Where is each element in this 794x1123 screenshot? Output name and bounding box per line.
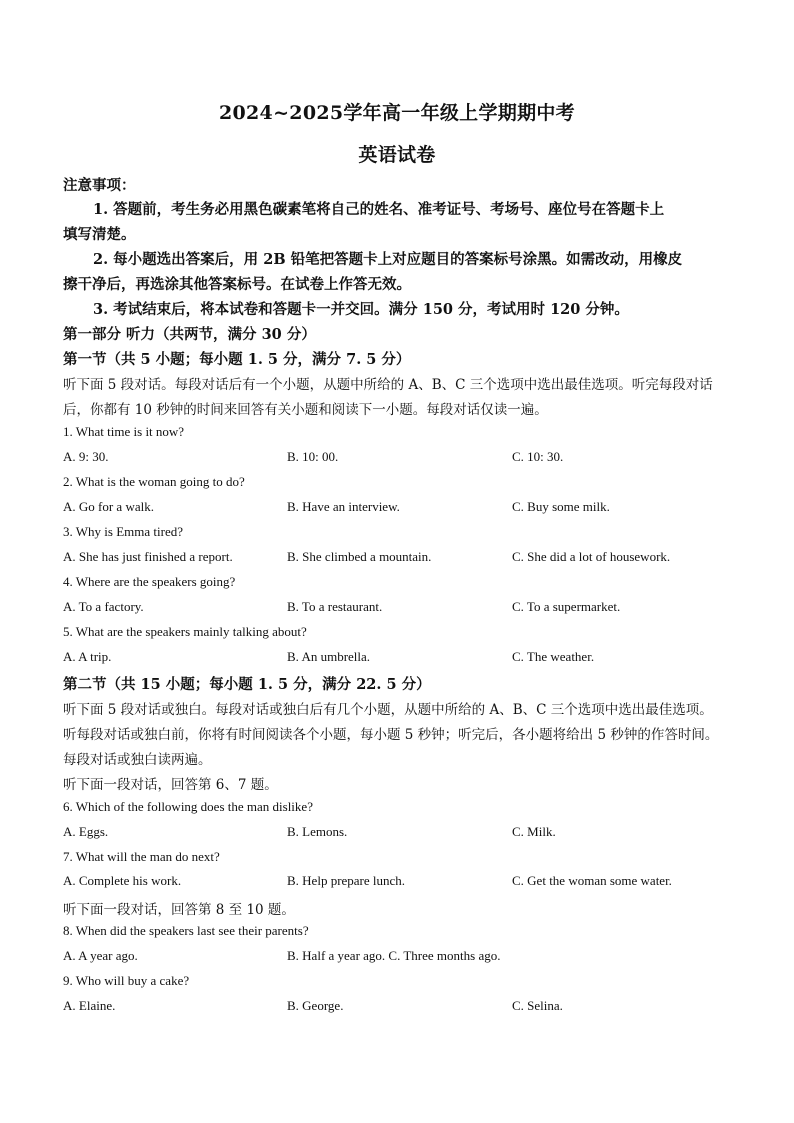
question-3: 3. Why is Emma tired? (63, 524, 183, 539)
question-4: 4. Where are the speakers going? (63, 574, 236, 589)
q1-option-c: C. 10: 30. (512, 449, 564, 464)
q4-option-c: C. To a supermarket. (512, 599, 621, 614)
q6-option-a: A. Eggs. (63, 824, 109, 839)
section1-instructions-cont: 后，你都有 10 秒钟的时间来回答有关小题和阅读下一小题。每段对话仅读一遍。 (63, 402, 548, 418)
q2-option-b: B. Have an interview. (287, 499, 400, 514)
q7-option-c: C. Get the woman some water. (512, 873, 672, 888)
notice-item-2-cont: 擦干净后，再选涂其他答案标号。在试卷上作答无效。 (63, 276, 411, 293)
notice-item-1-cont: 填写清楚。 (63, 226, 136, 243)
section2-heading: 第二节（共 15 小题；每小题 1. 5 分，满分 22. 5 分） (63, 676, 431, 693)
q3-option-c: C. She did a lot of housework. (512, 549, 671, 564)
question-6: 6. Which of the following does the man dislike? (63, 799, 313, 814)
section2-instructions-cont: 听每段对话或独白前，你将有时间阅读各个小题，每小题 5 秒钟；听完后，各小题将给出 5 秒钟的作答时间。 (63, 727, 719, 743)
q1-option-b: B. 10: 00. (287, 449, 339, 464)
section2-instructions-end: 每段对话或独白读两遍。 (63, 752, 212, 768)
q4-option-b: B. To a restaurant. (287, 599, 383, 614)
q3-option-a: A. She has just finished a report. (63, 549, 233, 564)
notice-item-1: 1. 答题前，考生务必用黑色碳素笔将自己的姓名、准考证号、考场号、座位号在答题卡上 (93, 201, 665, 218)
q5-option-a: A. A trip. (63, 649, 112, 664)
notice-item-2: 2. 每小题选出答案后，用 2B 铅笔把答题卡上对应题目的答案标号涂黑。如需改动，用橡皮 (93, 251, 683, 268)
notice-item-3: 3. 考试结束后，将本试卷和答题卡一并交回。满分 150 分，考试用时 120 分钟。 (93, 301, 629, 318)
q9-option-b: B. George. (287, 998, 344, 1013)
question-9: 9. Who will buy a cake? (63, 973, 190, 988)
q4-option-a: A. To a factory. (63, 599, 144, 614)
q8-option-a: A. A year ago. (63, 948, 138, 963)
q3-option-b: B. She climbed a mountain. (287, 549, 432, 564)
question-7: 7. What will the man do next? (63, 849, 220, 864)
q6-option-b: B. Lemons. (287, 824, 348, 839)
question-2: 2. What is the woman going to do? (63, 474, 245, 489)
q7-option-b: B. Help prepare lunch. (287, 873, 406, 888)
question-1: 1. What time is it now? (63, 424, 185, 439)
section1-instructions: 听下面 5 段对话。每段对话后有一个小题，从题中所给的 A、B、C 三个选项中选出最佳选项。听完每段对话 (63, 377, 713, 393)
exam-subtitle: 英语试卷 (358, 144, 436, 166)
q2-option-a: A. Go for a walk. (63, 499, 154, 514)
q1-option-a: A. 9: 30. (63, 449, 109, 464)
part1-heading: 第一部分 听力（共两节，满分 30 分） (63, 326, 316, 343)
q7-option-a: A. Complete his work. (63, 873, 182, 888)
group-intro-8-10: 听下面一段对话，回答第 8 至 10 题。 (63, 902, 295, 918)
q8-option-b-c: B. Half a year ago. C. Three months ago. (287, 948, 501, 963)
question-5: 5. What are the speakers mainly talking about? (63, 624, 307, 639)
exam-title: 2024~2025学年高一年级上学期期中考 (219, 102, 575, 124)
section2-instructions: 听下面 5 段对话或独白。每段对话或独白后有几个小题，从题中所给的 A、B、C 三个选项中选出最佳选项。 (63, 702, 713, 718)
question-8: 8. When did the speakers last see their parents? (63, 923, 309, 938)
q6-option-c: C. Milk. (512, 824, 556, 839)
notice-heading: 注意事项： (63, 177, 136, 194)
q9-option-a: A. Elaine. (63, 998, 116, 1013)
q5-option-c: C. The weather. (512, 649, 595, 664)
q5-option-b: B. An umbrella. (287, 649, 371, 664)
group-intro-6-7: 听下面一段对话，回答第 6、7 题。 (63, 777, 278, 793)
q2-option-c: C. Buy some milk. (512, 499, 610, 514)
q9-option-c: C. Selina. (512, 998, 563, 1013)
section1-heading: 第一节（共 5 小题；每小题 1. 5 分，满分 7. 5 分） (63, 351, 411, 368)
